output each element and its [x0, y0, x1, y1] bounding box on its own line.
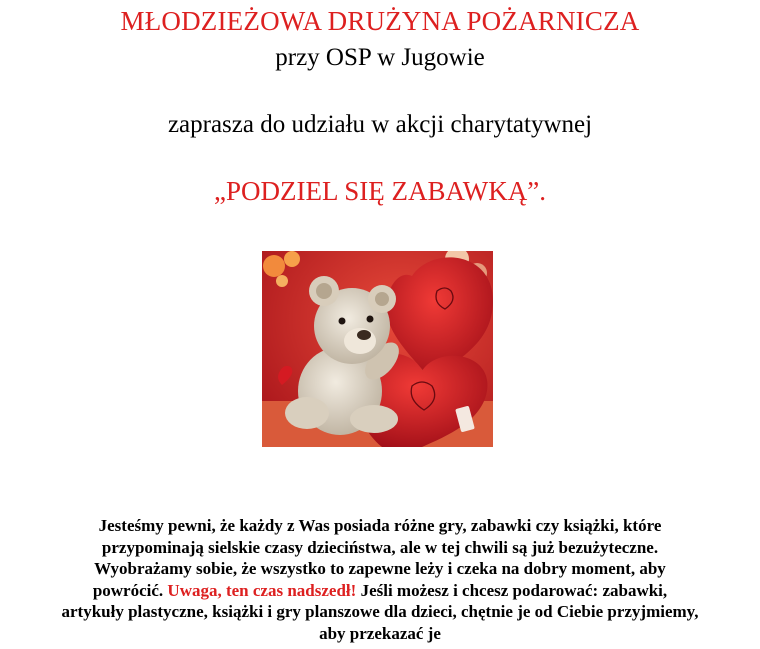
description-part-1: Jesteśmy pewni, że każdy z Was posiada różne gry, zabawki czy książki, które przypominają sielskie czasy dzieciństwa, ale w tej chwili są już bezużyteczne. Wyobrażamy sobie, że wszystko to zapewne leży i czeka na dobry moment, aby powrócić. — [92, 516, 666, 600]
organization-subtitle: przy OSP w Jugowie — [275, 44, 485, 71]
action-name: „PODZIEL SIĘ ZABAWKĄ”. — [213, 176, 546, 206]
teddy-bear-photo — [262, 251, 493, 447]
page-title: MŁODZIEŻOWA DRUŻYNA POŻARNICZA — [120, 6, 640, 36]
invitation-line: zaprasza do udziału w akcji charytatywnej — [167, 111, 593, 138]
highlight-notice: Uwaga, ten czas nadszedł! — [167, 580, 357, 600]
description-paragraph — [60, 515, 700, 644]
description-part-2: Jeśli możesz i chcesz podarować: zabawki, artykuły plastyczne, książki i gry planszowe dla dzieci, chętnie je od Ciebie przyjmiemy, aby przekazać je — [61, 580, 699, 643]
